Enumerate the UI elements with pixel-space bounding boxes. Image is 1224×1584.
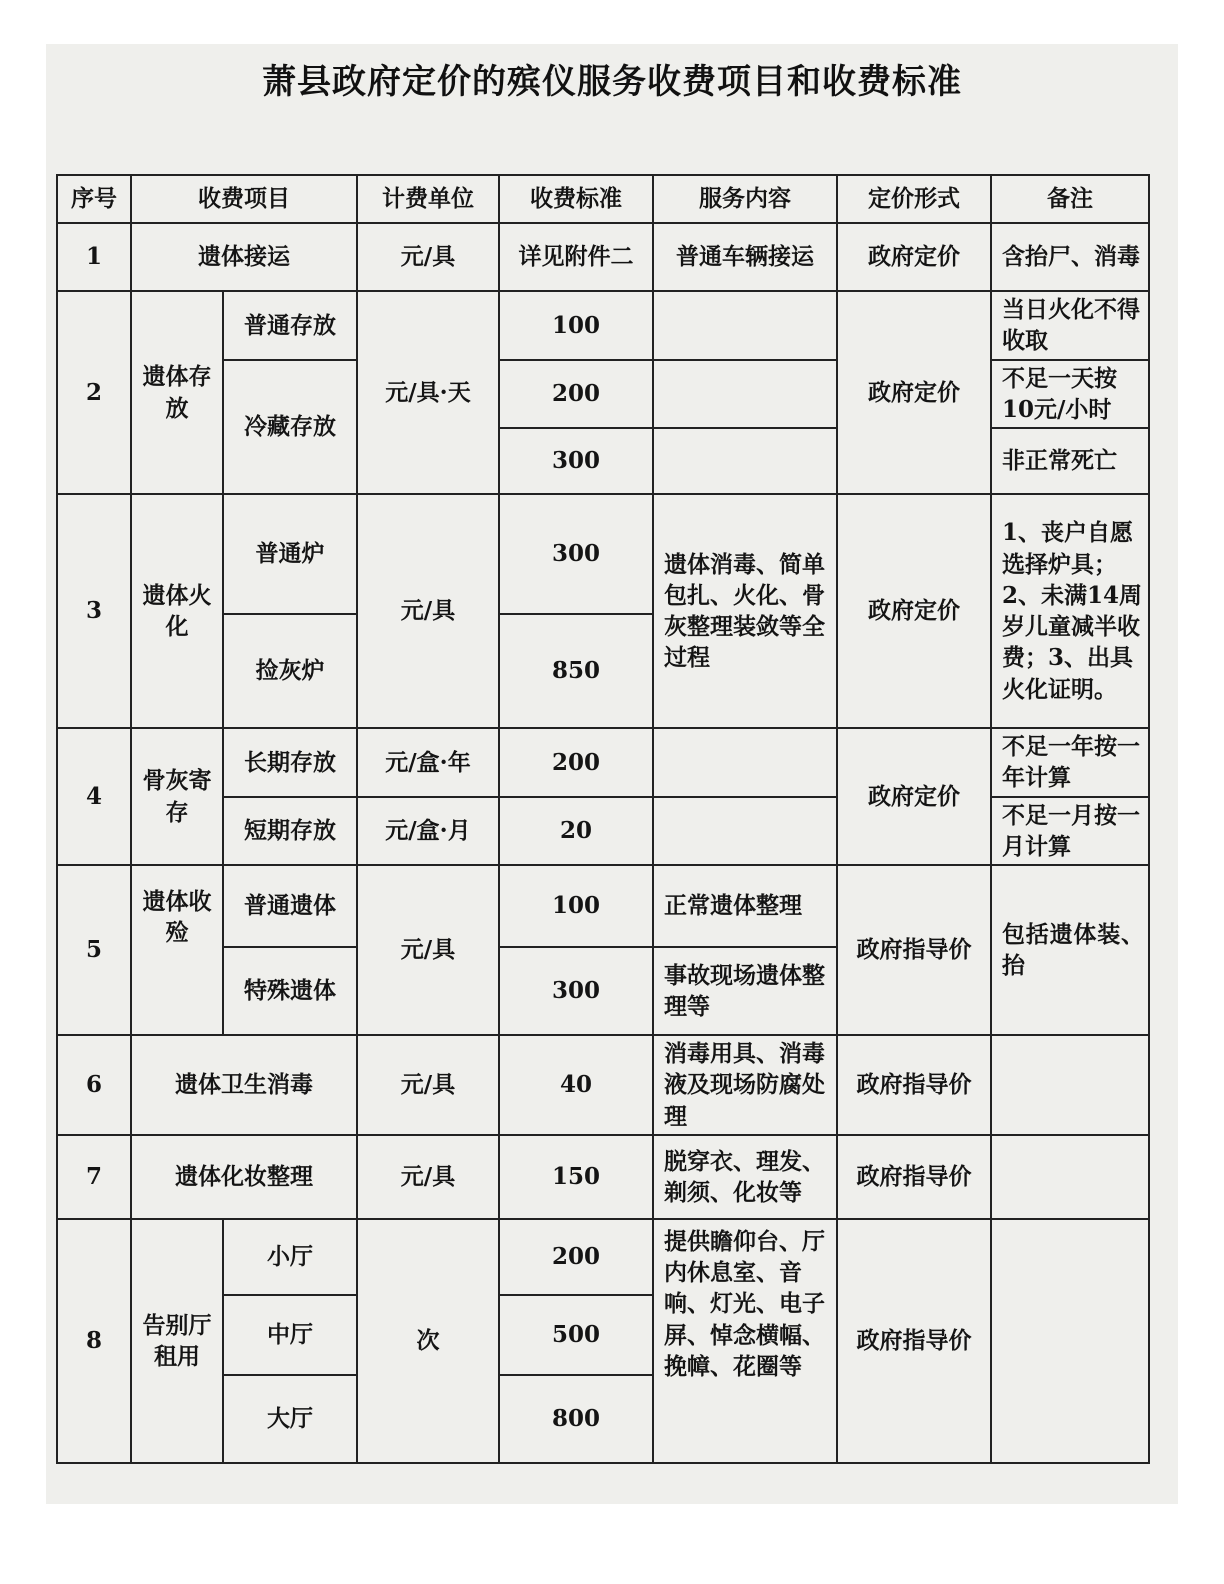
table-row [57, 1035, 1149, 1135]
standard-cell: 40 [499, 1035, 653, 1135]
fee-item: 遗体卫生消毒 [131, 1035, 357, 1135]
unit-cell: 元/具 [357, 865, 499, 1035]
sub-item: 特殊遗体 [223, 947, 357, 1035]
row-number: 2 [57, 291, 131, 494]
fee-item: 遗体存放 [131, 291, 223, 494]
service-content [653, 797, 837, 866]
pricing-form: 政府定价 [837, 728, 991, 865]
sub-item: 小厅 [223, 1219, 357, 1295]
table-row [57, 291, 1149, 360]
sub-item: 捡灰炉 [223, 614, 357, 728]
header-cell: 服务内容 [653, 175, 837, 223]
table-row [57, 1135, 1149, 1219]
standard-cell: 200 [499, 728, 653, 797]
header-cell: 备注 [991, 175, 1149, 223]
service-content [653, 360, 837, 429]
standard-cell: 500 [499, 1295, 653, 1375]
unit-cell: 元/具 [357, 1035, 499, 1135]
fee-item: 遗体接运 [131, 223, 357, 291]
table-row [57, 494, 1149, 614]
unit-cell: 次 [357, 1219, 499, 1463]
row-number: 8 [57, 1219, 131, 1463]
table-row [57, 865, 1149, 947]
remark-cell: 当日火化不得收取 [991, 291, 1149, 360]
standard-cell: 详见附件二 [499, 223, 653, 291]
pricing-form: 政府指导价 [837, 1219, 991, 1463]
standard-cell: 200 [499, 360, 653, 429]
pricing-form: 政府指导价 [837, 1135, 991, 1219]
table-row [57, 223, 1149, 291]
standard-cell: 150 [499, 1135, 653, 1219]
standard-cell: 300 [499, 947, 653, 1035]
service-content: 普通车辆接运 [653, 223, 837, 291]
remark-cell: 非正常死亡 [991, 428, 1149, 494]
unit-cell: 元/具 [357, 223, 499, 291]
sub-item: 普通遗体 [223, 865, 357, 947]
service-content: 提供瞻仰台、厅内休息室、音响、灯光、电子屏、悼念横幅、挽幛、花圈等 [653, 1219, 837, 1463]
pricing-form: 政府指导价 [837, 865, 991, 1035]
sub-item: 普通炉 [223, 494, 357, 614]
header-cell: 序号 [57, 175, 131, 223]
standard-cell: 850 [499, 614, 653, 728]
remark-cell: 1、丧户自愿选择炉具；2、未满14周岁儿童减半收费；3、出具火化证明。 [991, 494, 1149, 728]
service-content: 消毒用具、消毒液及现场防腐处理 [653, 1035, 837, 1135]
fee-table [56, 174, 1150, 1464]
remark-cell [991, 1035, 1149, 1135]
header-cell: 收费标准 [499, 175, 653, 223]
standard-cell: 800 [499, 1375, 653, 1463]
row-number: 5 [57, 865, 131, 1035]
service-content: 脱穿衣、理发、剃须、化妆等 [653, 1135, 837, 1219]
remark-cell: 含抬尸、消毒 [991, 223, 1149, 291]
sub-item: 长期存放 [223, 728, 357, 797]
unit-cell: 元/盒·年 [357, 728, 499, 797]
standard-cell: 300 [499, 494, 653, 614]
fee-item: 骨灰寄存 [131, 728, 223, 865]
pricing-form: 政府定价 [837, 494, 991, 728]
header-cell: 计费单位 [357, 175, 499, 223]
sub-item: 中厅 [223, 1295, 357, 1375]
remark-cell: 包括遗体装、抬 [991, 865, 1149, 1035]
service-content: 事故现场遗体整理等 [653, 947, 837, 1035]
pricing-form: 政府定价 [837, 291, 991, 494]
fee-item: 告别厅租用 [131, 1219, 223, 1463]
sub-item: 冷藏存放 [223, 360, 357, 495]
fee-item: 遗体化妆整理 [131, 1135, 357, 1219]
sub-item: 普通存放 [223, 291, 357, 360]
sub-item: 大厅 [223, 1375, 357, 1463]
table-header-row [57, 175, 1149, 223]
unit-cell: 元/具·天 [357, 291, 499, 494]
remark-cell: 不足一年按一年计算 [991, 728, 1149, 797]
row-number: 3 [57, 494, 131, 728]
service-content [653, 428, 837, 494]
row-number: 1 [57, 223, 131, 291]
unit-cell: 元/具 [357, 494, 499, 728]
standard-cell: 20 [499, 797, 653, 866]
table-row [57, 1219, 1149, 1295]
header-cell: 定价形式 [837, 175, 991, 223]
unit-cell: 元/盒·月 [357, 797, 499, 866]
fee-item: 遗体收殓 [131, 865, 223, 1035]
table-row [57, 728, 1149, 797]
pricing-form: 政府定价 [837, 223, 991, 291]
service-content [653, 291, 837, 360]
standard-cell: 200 [499, 1219, 653, 1295]
pricing-form: 政府指导价 [837, 1035, 991, 1135]
sub-item: 短期存放 [223, 797, 357, 866]
row-number: 7 [57, 1135, 131, 1219]
unit-cell: 元/具 [357, 1135, 499, 1219]
remark-cell: 不足一月按一月计算 [991, 797, 1149, 866]
remark-cell [991, 1219, 1149, 1463]
row-number: 4 [57, 728, 131, 865]
standard-cell: 100 [499, 291, 653, 360]
remark-cell [991, 1135, 1149, 1219]
header-cell: 收费项目 [131, 175, 357, 223]
document-title: 萧县政府定价的殡仪服务收费项目和收费标准 [262, 62, 962, 102]
fee-item: 遗体火化 [131, 494, 223, 728]
service-content: 遗体消毒、简单包扎、火化、骨灰整理装敛等全过程 [653, 494, 837, 728]
standard-cell: 300 [499, 428, 653, 494]
row-number: 6 [57, 1035, 131, 1135]
service-content: 正常遗体整理 [653, 865, 837, 947]
service-content [653, 728, 837, 797]
standard-cell: 100 [499, 865, 653, 947]
remark-cell: 不足一天按10元/小时 [991, 360, 1149, 429]
